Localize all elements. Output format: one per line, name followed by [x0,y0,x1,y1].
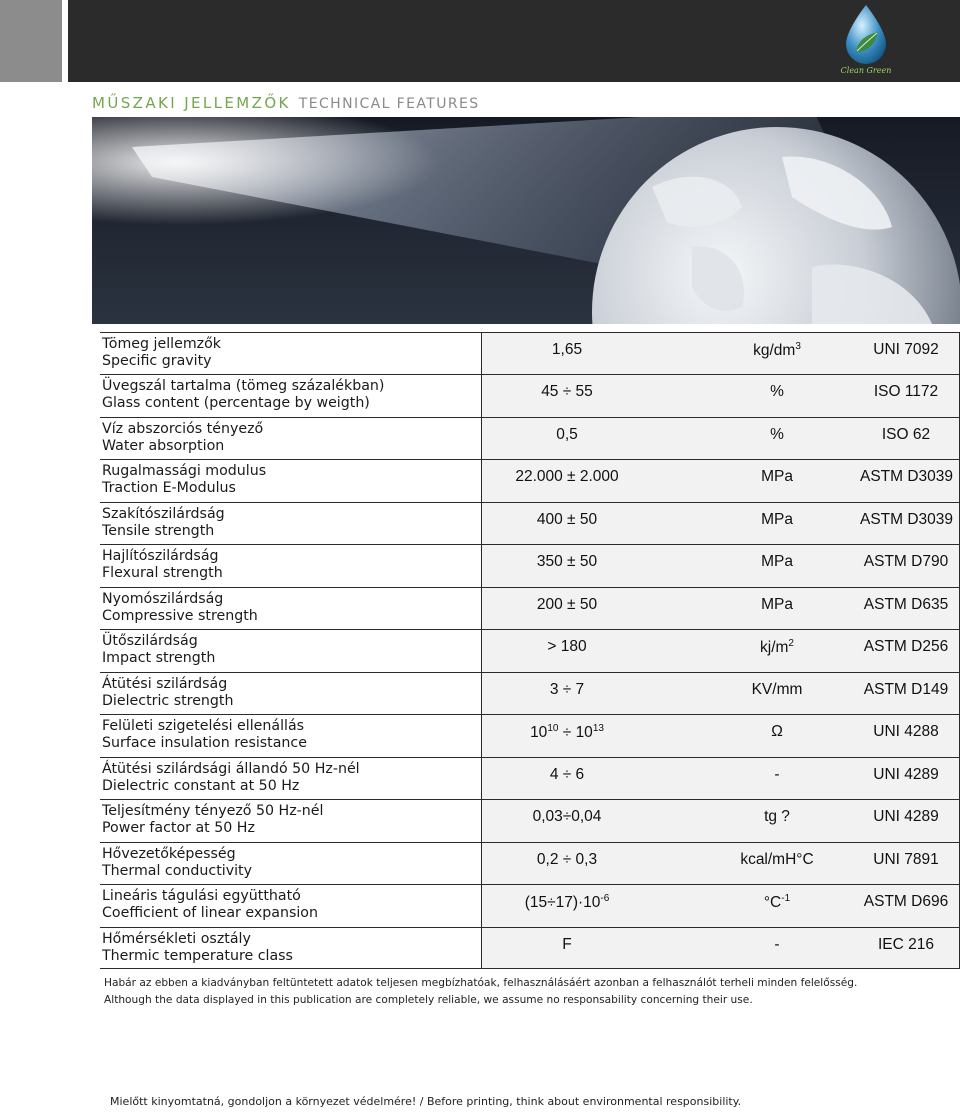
spec-unit-text: - [774,766,780,783]
heading-english: TECHNICAL FEATURES [298,96,480,112]
disclaimer-hungarian: Habár az ebben a kiadványban feltüntetett adatok teljesen megbízhatóak, felhasználásáért azonban a felhasználót terheli minden felelősség. [104,977,858,989]
spec-unit-text: - [774,936,780,953]
disclaimer [104,975,857,1009]
table-row-divider [100,672,960,673]
spec-label [102,931,293,965]
spec-unit [694,341,860,360]
hero-globe-image [92,117,960,324]
table-row-divider [100,714,960,715]
spec-row-values [482,417,960,458]
spec-value [482,426,652,444]
spec-unit [694,468,860,486]
spec-value-text: 1,65 [551,341,583,358]
spec-unit-text: °C [763,894,782,912]
spec-unit [694,383,860,401]
spec-label-english: Specific gravity [102,353,212,369]
spec-unit-exponent: 2 [788,638,794,649]
spec-row-label [100,799,482,840]
spec-label-english: Thermic temperature class [102,948,293,964]
spec-label-english: Flexural strength [102,565,223,581]
spec-row-values [482,714,960,755]
spec-unit-text: Ω [771,723,783,740]
spec-value-text: F [562,936,572,953]
spec-label-hungarian: Hőmérsékleti osztály [102,931,251,947]
spec-unit [694,553,860,571]
spec-standard: IEC 216 [877,936,934,953]
spec-unit-text: % [770,383,784,400]
spec-labels-column [100,332,482,969]
spec-row-values [482,587,960,628]
spec-label-english: Surface insulation resistance [102,735,307,751]
spec-value [482,638,652,656]
logo-text: Clean Green [840,66,892,75]
table-row-divider [100,459,960,460]
spec-standard: ASTM D149 [863,681,949,698]
spec-value-text: 45 ÷ 55 [541,383,593,400]
spec-value [482,468,652,486]
spec-label [102,718,307,752]
spec-value [482,723,652,742]
table-row-divider [100,374,960,375]
spec-standard: ASTM D635 [863,596,949,613]
table-row-divider [100,757,960,758]
spec-value-text: 200 ± 50 [536,596,598,613]
spec-unit-text: MPa [761,596,793,613]
table-divider [481,332,482,969]
spec-value [482,553,652,571]
spec-standard: ASTM D696 [863,893,949,910]
spec-label [102,888,318,922]
spec-unit [694,723,860,741]
spec-row-label [100,502,482,543]
spec-values-column [482,332,960,969]
spec-row-values [482,544,960,585]
spec-label-hungarian: Ütőszilárdság [102,633,198,649]
spec-row-label [100,544,482,585]
spec-label-english: Tensile strength [102,523,215,539]
page-heading [92,94,480,112]
spec-value [482,936,652,954]
spec-unit-text: tg ? [764,808,790,825]
spec-row-values [482,332,960,373]
spec-unit-text: kcal/mH°C [740,851,814,868]
spec-label-hungarian: Nyomószilárdság [102,591,224,607]
table-row-divider [100,884,960,885]
spec-standard: ASTM D3039 [860,511,954,528]
spec-label [102,803,323,837]
table-row-divider [100,502,960,503]
spec-standard: ISO 62 [881,426,931,443]
spec-label [102,336,221,370]
spec-value [482,681,652,699]
spec-unit-exponent: 3 [795,341,801,352]
spec-value [482,341,652,359]
disclaimer-english: Although the data displayed in this publication are completely reliable, we assume no responsability concerning their use. [104,994,753,1006]
table-row-divider [100,927,960,928]
spec-unit [694,851,860,869]
spec-unit [694,808,860,826]
spec-label [102,421,263,455]
spec-label-hungarian: Szakítószilárdság [102,506,225,522]
spec-unit-text: MPa [761,553,793,570]
table-row-divider [100,332,960,333]
spec-label [102,846,252,880]
spec-label [102,548,223,582]
clean-green-logo [836,2,896,78]
spec-label-english: Dielectric constant at 50 Hz [102,778,300,794]
spec-label-hungarian: Tömeg jellemzők [102,336,221,352]
spec-unit-text: KV/mm [751,681,803,698]
table-row-divider [100,587,960,588]
table-row-divider [100,417,960,418]
spec-value-text: 0,2 ÷ 0,3 [536,851,598,868]
spec-value-text: 350 ± 50 [536,553,598,570]
spec-value [482,808,652,826]
spec-row-values [482,502,960,543]
spec-standard: UNI 4289 [873,766,939,783]
spec-label-hungarian: Hajlítószilárdság [102,548,219,564]
spec-label-hungarian: Átütési szilárdsági állandó 50 Hz-nél [102,761,360,777]
spec-row-label [100,417,482,458]
spec-unit-exponent: -1 [781,893,791,904]
spec-value-base: 10 [575,724,593,742]
spec-value-text: > 180 [547,638,587,655]
spec-label-hungarian: Víz abszorciós tényező [102,421,264,437]
spec-row-values [482,672,960,713]
spec-label-hungarian: Lineáris tágulási együttható [102,888,301,904]
table-row-divider [100,629,960,630]
spec-label-hungarian: Teljesítmény tényező 50 Hz-nél [102,803,324,819]
spec-value-base: 10 [530,724,548,742]
spec-label [102,676,233,710]
spec-unit [694,681,860,699]
spec-unit [694,511,860,529]
spec-label [102,633,215,667]
spec-row-values [482,459,960,500]
spec-value [482,893,652,912]
spec-row-values [482,757,960,798]
spec-row-label [100,842,482,883]
spec-unit-text: kj/m [760,639,789,657]
spec-value-text: 4 ÷ 6 [549,766,585,783]
spec-row-values [482,927,960,968]
spec-label-hungarian: Felületi szigetelési ellenállás [102,718,305,734]
spec-row-label [100,884,482,925]
spec-label [102,378,384,412]
spec-value-text: 400 ± 50 [536,511,598,528]
top-banner-light-block [0,0,62,82]
spec-label-hungarian: Átütési szilárdság [102,676,228,692]
spec-label [102,761,360,795]
spec-standard: ASTM D256 [863,638,949,655]
spec-row-values [482,884,960,925]
spec-unit [694,426,860,444]
spec-standard: ISO 1172 [873,383,939,400]
spec-value-text: 0,5 [556,426,578,443]
spec-unit [694,766,860,784]
heading-hungarian: MŰSZAKI JELLEMZŐK [92,94,291,112]
spec-value [482,851,652,869]
top-banner [0,0,960,82]
spec-row-values [482,629,960,670]
spec-row-label [100,332,482,373]
spec-standard: UNI 7092 [873,341,939,358]
table-row-divider [100,799,960,800]
spec-value-text: 22.000 ± 2.000 [515,468,619,485]
spec-row-values [482,374,960,415]
table-row-divider [100,544,960,545]
spec-unit [694,596,860,614]
spec-value-text: 0,03÷0,04 [532,808,602,825]
spec-row-values [482,842,960,883]
spec-value [482,511,652,529]
table-row-divider [100,842,960,843]
spec-value-separator: ÷ [558,724,576,742]
spec-unit-text: MPa [761,511,793,528]
spec-unit-text: kg/dm [753,342,796,360]
spec-label-english: Dielectric strength [102,693,234,709]
spec-row-label [100,629,482,670]
spec-row-label [100,757,482,798]
spec-standard: UNI 4289 [873,808,939,825]
spec-label [102,463,266,497]
spec-value-exponent: -6 [600,893,610,904]
globe-spotlight-illustration [92,117,960,324]
spec-value-text: (15÷17)·10 [524,894,601,912]
spec-label-english: Compressive strength [102,608,258,624]
spec-value-exponent: 10 [547,723,559,734]
spec-label-english: Traction E-Modulus [102,480,236,496]
spec-standard: ASTM D790 [863,553,949,570]
spec-label-english: Coefficient of linear expansion [102,905,318,921]
spec-label [102,591,258,625]
spec-label-hungarian: Üvegszál tartalma (tömeg százalékban) [102,378,385,394]
spec-unit-text: % [770,426,784,443]
spec-unit [694,936,860,954]
spec-standard: ASTM D3039 [860,468,954,485]
spec-label-english: Thermal conductivity [102,863,253,879]
spec-standard: UNI 4288 [873,723,939,740]
spec-label-english: Impact strength [102,650,216,666]
spec-label [102,506,225,540]
spec-value-text: 3 ÷ 7 [549,681,585,698]
spec-value [482,383,652,401]
top-banner-dark-block [68,0,960,82]
spec-label-hungarian: Hővezetőképesség [102,846,236,862]
spec-row-label [100,374,482,415]
spec-table [100,332,960,969]
footer-note: Mielőtt kinyomtatná, gondoljon a környezet védelmére! / Before printing, think about environmental responsibility. [110,1095,742,1108]
spec-standard: UNI 7891 [873,851,939,868]
spec-label-english: Glass content (percentage by weigth) [102,395,370,411]
spec-value [482,596,652,614]
spec-row-label [100,927,482,968]
spec-row-values [482,799,960,840]
spec-unit [694,893,860,912]
spec-row-label [100,587,482,628]
spec-row-label [100,672,482,713]
spec-value [482,766,652,784]
spec-label-english: Water absorption [102,438,225,454]
table-row-divider [100,968,960,969]
spec-row-label [100,459,482,500]
spec-unit [694,638,860,657]
spec-label-english: Power factor at 50 Hz [102,820,255,836]
spec-unit-text: MPa [761,468,793,485]
spec-value-exponent: 13 [592,723,604,734]
spec-row-label [100,714,482,755]
spec-label-hungarian: Rugalmassági modulus [102,463,267,479]
